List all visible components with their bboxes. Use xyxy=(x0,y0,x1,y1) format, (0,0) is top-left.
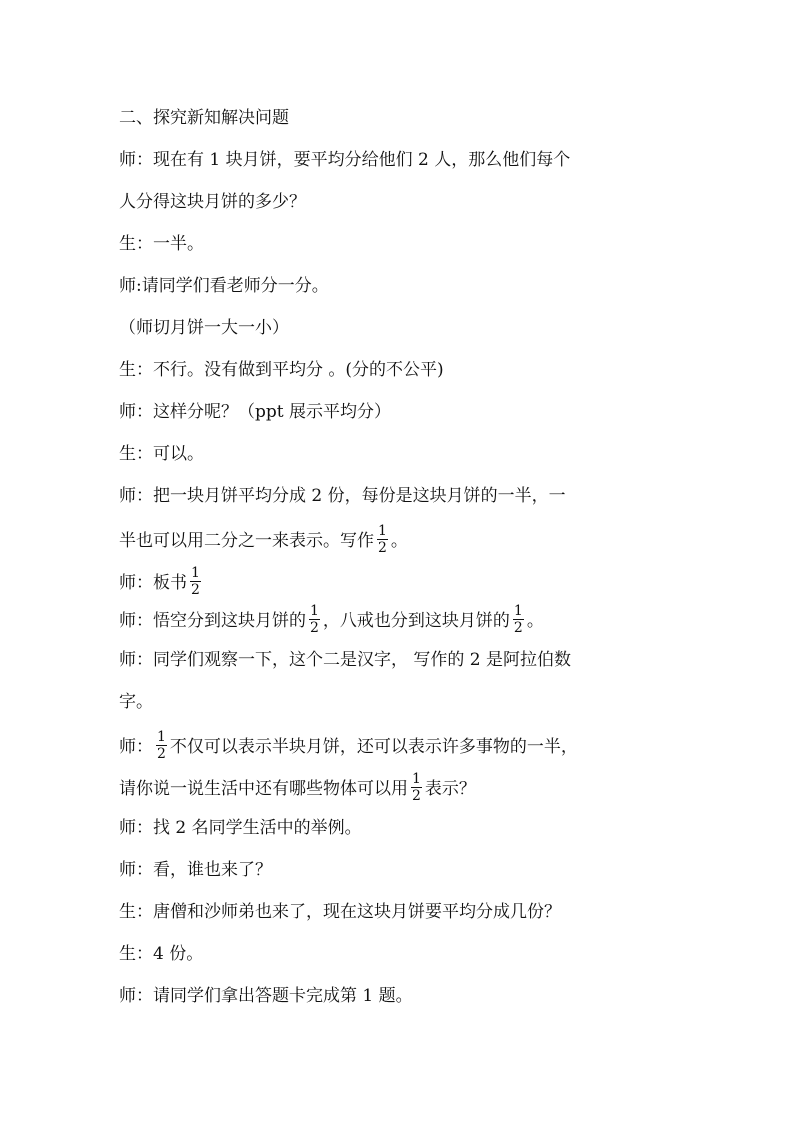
line-text: 表示？ xyxy=(424,779,476,799)
fraction-one-half xyxy=(513,604,524,635)
line-text: 师：看，谁也来了？ xyxy=(119,860,272,880)
paragraph-line xyxy=(119,729,578,762)
paragraph-line xyxy=(119,565,204,598)
fraction-numerator: 1 xyxy=(513,603,523,619)
line-text: 师：请同学们拿出答题卡完成第 1 题。 xyxy=(119,986,413,1006)
line-text: 师： xyxy=(119,737,153,757)
line-text: ，八戒也分到这块月饼的 xyxy=(322,611,510,631)
line-text: 生：一半。 xyxy=(119,234,204,254)
fraction-numerator: 1 xyxy=(378,523,387,539)
line-text: 生：不行。没有做到平均分 。(分的不公平) xyxy=(119,360,444,380)
section-heading xyxy=(119,106,289,130)
line-text: 人分得这块月饼的多少？ xyxy=(119,192,306,212)
paragraph-line xyxy=(119,316,289,340)
paragraph-line xyxy=(119,690,153,714)
line-text: 师：把一块月饼平均分成 2 份，每份是这块月饼的一半，一 xyxy=(119,486,566,506)
line-text: 师：这样分呢？（ppt 展示平均分） xyxy=(119,402,391,422)
fraction-one-half xyxy=(309,604,320,635)
line-text: 。 xyxy=(526,611,544,631)
paragraph-line xyxy=(119,771,476,804)
fraction-numerator: 1 xyxy=(412,771,421,787)
line-text: 半也可以用二分之一来表示。写作 xyxy=(119,531,374,551)
fraction-denominator: 2 xyxy=(412,788,421,804)
paragraph-line xyxy=(119,523,408,556)
line-text: 生：唐僧和沙师弟也来了，现在这块月饼要平均分成几份？ xyxy=(119,902,561,922)
paragraph-line xyxy=(119,190,306,214)
paragraph-line xyxy=(119,274,329,298)
paragraph-line xyxy=(119,442,204,466)
line-text: 生：可以。 xyxy=(119,444,204,464)
fraction-denominator: 2 xyxy=(191,582,200,598)
fraction-denominator: 2 xyxy=(310,620,319,636)
fraction-numerator: 1 xyxy=(310,603,319,619)
paragraph-line xyxy=(119,942,203,966)
line-text: 不仅可以表示半块月饼，还可以表示许多事物的一半， xyxy=(169,737,578,757)
line-text: 生：4 份。 xyxy=(119,944,204,964)
paragraph-line xyxy=(119,232,204,256)
fraction-one-half xyxy=(190,566,201,597)
line-text: 请你说一说生活中还有哪些物体可以用 xyxy=(119,779,408,799)
line-text: 师：悟空分到这块月饼的 xyxy=(119,611,306,631)
paragraph-line xyxy=(119,400,391,424)
paragraph-line xyxy=(119,816,362,840)
heading-text: 二、探究新知解决问题 xyxy=(119,108,289,128)
fraction-one-half xyxy=(411,772,422,803)
paragraph-line xyxy=(119,900,561,924)
line-text: 师:请同学们看老师分一分。 xyxy=(119,276,329,296)
paragraph-line xyxy=(119,984,413,1008)
paragraph-line xyxy=(119,858,272,882)
paragraph-line xyxy=(119,484,566,508)
line-text: 师：找 2 名同学生活中的举例。 xyxy=(119,818,362,838)
fraction-numerator: 1 xyxy=(191,565,200,581)
paragraph-line xyxy=(119,358,444,382)
line-text: 。 xyxy=(390,531,408,551)
line-text: 师：板书 xyxy=(119,573,187,593)
fraction-numerator: 1 xyxy=(157,729,166,745)
paragraph-line xyxy=(119,603,544,636)
fraction-one-half xyxy=(156,730,167,761)
fraction-denominator: 2 xyxy=(513,620,523,636)
line-text: 字。 xyxy=(119,692,153,712)
fraction-denominator: 2 xyxy=(378,540,387,556)
fraction-denominator: 2 xyxy=(157,746,166,762)
fraction-one-half xyxy=(377,524,388,555)
line-text: 师：现在有 1 块月饼，要平均分给他们 2 人，那么他们每个 xyxy=(119,150,571,170)
paragraph-line xyxy=(119,148,570,172)
line-text: 师：同学们观察一下，这个二是汉字， 写作的 2 是阿拉伯数 xyxy=(119,650,572,670)
paragraph-line xyxy=(119,648,571,672)
line-text: （师切月饼一大一小） xyxy=(119,318,289,338)
